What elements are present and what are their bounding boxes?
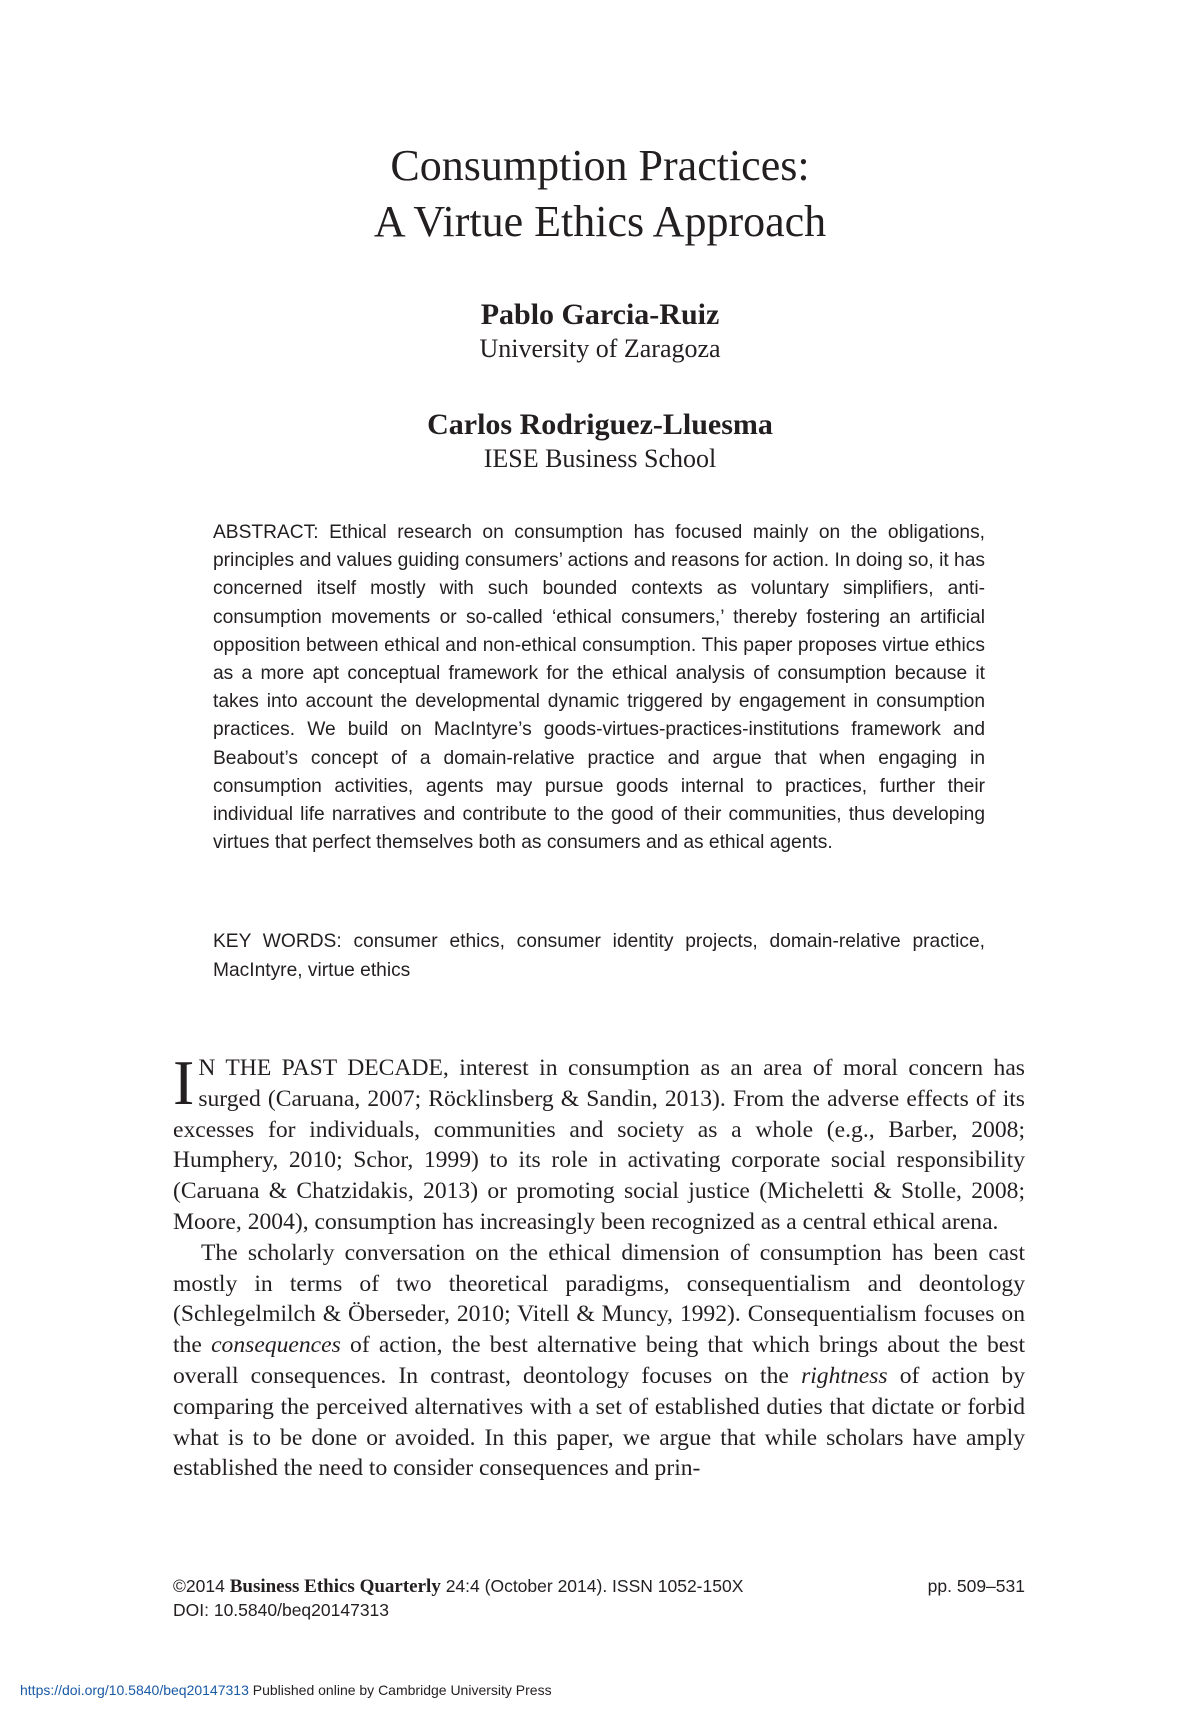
drop-cap: I [173,1047,195,1118]
body-paragraph-1 [173,1047,1025,1238]
body-paragraph-2 [173,1238,1025,1484]
title-line-1: Consumption Practices: [390,141,810,190]
footer-journal: Business Ethics Quarterly [229,1576,441,1597]
abstract-text: Ethical research on consumption has focused mainly on the obligations, principles and values guiding consumers’ actions and reasons for action. In doing so, it has concerned itself mostly with such bounded contexts as voluntary simplifiers, anti-consumption movements or so-called ‘ethical consumers,’ thereby fostering an artificial opposition between ethical and non-ethical consumption. This paper proposes virtue ethics as a more apt conceptual framework for the ethical analysis of consumption because it takes into account the developmental dynamic triggered by engagement in consumption practices. We build on MacIntyre’s goods-virtues-practices-institutions framework and Beabout’s concept of a domain-relative practice and argue that when engaging in consumption activities, agents may pursue goods internal to practices, further their individual life narratives and contribute to the good of their communities, thus developing virtues that perfect themselves both as consumers and as ethical agents. [213,522,985,854]
body-text [173,1047,1026,1484]
author-2-affiliation: IESE Business School [483,444,717,473]
body-paragraph-2-text-a: The scholarly conversation on the ethical dimension of consumption has been cast mostly in terms of two theoretical paradigms, consequentialism and deontology (Schlegelmilch & Öberseder, 2010; Vitell & Muncy, 1992). Consequentialism focuses on the [173,1239,1025,1359]
page-footer [173,1574,1025,1622]
footer-issue: 24:4 (October 2014). ISSN 1052-150X [445,1576,744,1596]
abstract [213,519,985,857]
body-paragraph-1-text: N THE PAST DECADE, interest in consumption as an area of moral concern has surged (Caruana, 2007; Röcklinsberg & Sandin, 2013). From the adverse effects of its excesses for individuals, communities and society as a whole (e.g., Barber, 2008; Humphery, 2010; Schor, 1999) to its role in activating corporate social responsibility (Caruana & Chatzidakis, 2013) or promoting social justice (Micheletti & Stolle, 2008; Moore, 2004), consumption has increasingly been recognized as a central ethical arena. [173,1055,1025,1235]
author-2-name: Carlos Rodriguez-Lluesma [427,408,773,441]
emphasis-rightness: rightness [801,1362,888,1389]
footer-copyright: ©2014 [173,1576,225,1596]
keywords [213,928,985,985]
body-paragraph-2-text-b: of action, the best alternative being that which brings about the best overall consequences. In contrast, deontology focuses on the [173,1332,1025,1389]
footer-doi: DOI: 10.5840/beq20147313 [173,1600,390,1620]
paper-title [0,138,1200,250]
keywords-label: KEY WORDS: [213,931,342,952]
doi-link[interactable]: https://doi.org/10.5840/beq20147313 [20,1682,249,1698]
emphasis-consequences: consequences [211,1332,341,1359]
author-1-affiliation: University of Zaragoza [479,334,721,363]
footer-pages: pp. 509–531 [927,1576,1025,1596]
publisher-text: Published online by Cambridge University Press [252,1682,552,1698]
abstract-label: ABSTRACT: [213,522,319,543]
author-1-name: Pablo Garcia-Ruiz [480,298,720,331]
keywords-text: consumer ethics, consumer identity projects, domain-relative practice, MacIntyre, virtue ethics [213,931,985,981]
publisher-line [20,1681,552,1699]
body-paragraph-2-text-c: of action by comparing the perceived alternatives with a set of established duties that dictate or forbid what is to be done or avoided. In this paper, we argue that while scholars have amply established the need to consider consequences and prin- [173,1362,1026,1482]
title-line-2: A Virtue Ethics Approach [373,197,827,246]
